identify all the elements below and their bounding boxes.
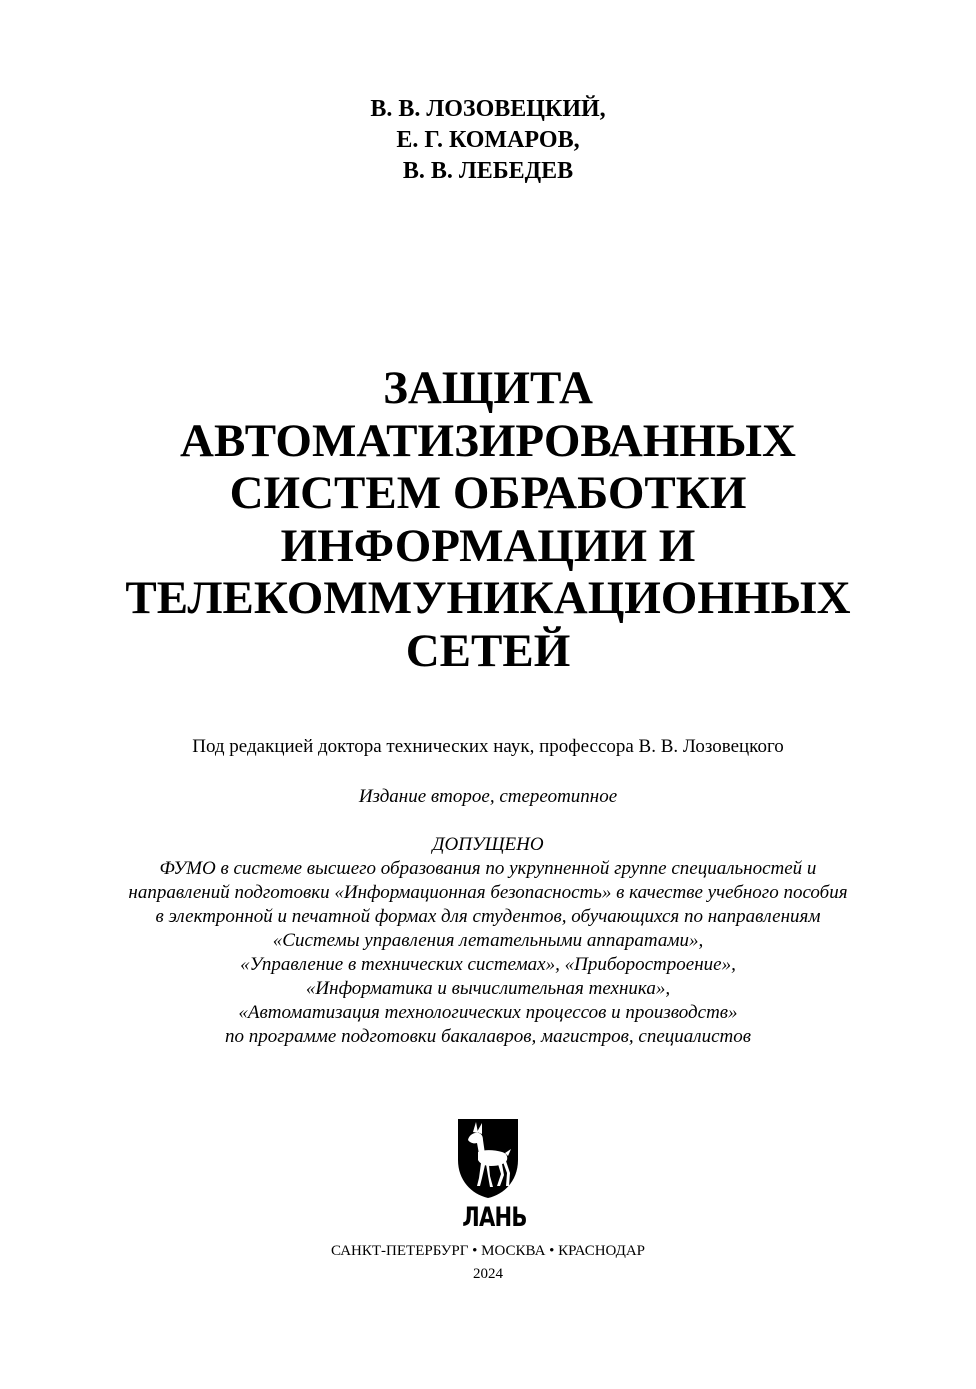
publisher-cities: САНКТ-ПЕТЕРБУРГ • МОСКВА • КРАСНОДАР (330, 1243, 646, 1259)
approval-line: в электронной и печатной формах для студентов, обучающихся по направлениям (155, 906, 821, 927)
approval-line: «Системы управления летательными аппаратами», (272, 930, 704, 951)
approval-line: «Управление в технических системах», «Приборостроение», (240, 954, 736, 975)
edition-note: Издание второе, стереотипное (358, 786, 618, 807)
title-line: ТЕЛЕКОММУНИКАЦИОННЫХ (125, 572, 851, 624)
title-line: СЕТЕЙ (405, 624, 571, 677)
approval-block (0, 833, 976, 1049)
approval-line: направлений подготовки «Информационная безопасность» в качестве учебного пособия (128, 882, 848, 903)
publisher-logo-text: ЛАНЬ (462, 1202, 527, 1233)
book-title (0, 362, 976, 677)
approval-line: ДОПУЩЕНО (432, 834, 544, 855)
approval-line: «Информатика и вычислительная техника», (305, 978, 671, 999)
editor-note: Под редакцией доктора технических наук, профессора В. В. Лозовецкого (192, 736, 784, 757)
approval-line: ФУМО в системе высшего образования по укрупненной группе специальностей и (159, 858, 817, 879)
authors-block (0, 94, 976, 187)
approval-line: «Автоматизация технологических процессов и производств» (238, 1002, 738, 1023)
publication-year: 2024 (473, 1266, 503, 1282)
title-line: ИНФОРМАЦИИ И (280, 519, 696, 572)
approval-line: по программе подготовки бакалавров, магистров, специалистов (225, 1026, 751, 1047)
title-line: СИСТЕМ ОБРАБОТКИ (229, 467, 747, 519)
title-line: ЗАЩИТА (383, 362, 593, 414)
author-name: В. В. ЛОЗОВЕЦКИЙ, (370, 96, 606, 122)
author-name: В. В. ЛЕБЕДЕВ (402, 158, 574, 184)
title-line: АВТОМАТИЗИРОВАННЫХ (180, 414, 796, 467)
author-name: Е. Г. КОМАРОВ, (396, 127, 580, 153)
doe-emblem-icon (455, 1116, 521, 1200)
